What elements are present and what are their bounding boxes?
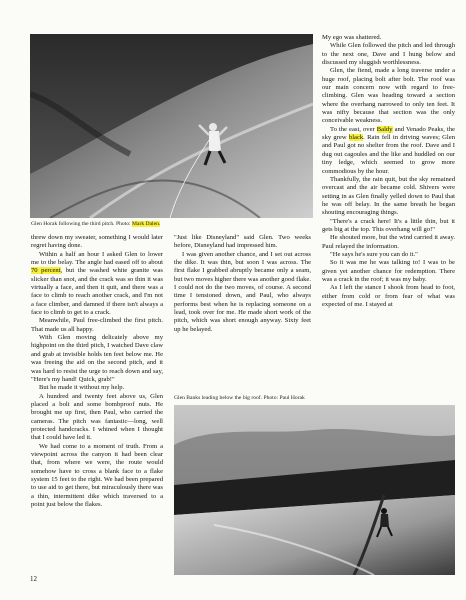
photo-caption-2: Glen Banks leading below the big roof. Photo: Paul Horak — [174, 395, 305, 401]
paragraph: While Glen followed the pitch and led through to the next one, Dave and I hung below and discussed my sluggish worthlessness. — [322, 42, 455, 67]
column-middle — [174, 234, 311, 334]
paragraph: A hundred and twenty feet above us, Glen placed a bolt and some bombproof nuts. He brought me up first, then Paul, who carried the cameras. The pitch was fantastic—long, well protected handcracks. I whined when I thought that I could have led it. — [31, 392, 163, 442]
paragraph: To the east, over Baldy and Venado Peaks, the sky grew black. Rain fell in driving waves; Glen and Paul got no shelter from the roof. Dave and I dug out cagoules and the like and huddled on our tiny ledge, which seemed to grow more commodious by the hour. — [322, 125, 455, 175]
paragraph: "He says he's sure you can do it." — [330, 250, 418, 258]
paragraph: We had come to a moment of truth. From a viewpoint across the canyon it had been clear that, from where we were, the route would somehow have to cross a blank face to a flake system 15 feet to the right. We had been prepared to use aid to get there, but miraculously there was a thin, intermittent dike which traversed to a point just below the flakes. — [31, 442, 163, 508]
paragraph: "Just like Disneyland" said Glen. Two weeks before, Disneyland had impressed him. — [174, 234, 311, 250]
paragraph: I was given another chance, and I set out across the dike. It was thin, but soon I was across. The first flake I grabbed abruptly became only a seam, but two moves higher there was another good flake. I could not do the two moves, of course. A second time I tensioned down, and Paul, who always performs best when he is replacing someone on a lead, took over for me. He made short work of the pitch, which was short enough anyway. Sixty feet up he belayed. — [174, 250, 311, 333]
page-number: 12 — [30, 575, 37, 583]
paragraph: As I left the stance I shook from head to foot, either from cold or from fear of what was expected of me. I stayed at — [322, 284, 455, 308]
column-left — [31, 234, 163, 509]
caption-1-text: Glen Horak following the third pitch. Photo: — [31, 221, 132, 227]
photo-caption-1 — [31, 221, 311, 228]
highlight-text: 70 percent — [31, 267, 61, 275]
paragraph: So it was me he was talking to! I was to be given yet another chance for redemption. There was a crack in the roof; it was my baby. — [322, 259, 455, 283]
photo-leading-big-roof — [174, 405, 455, 575]
highlight-text: Baldy — [376, 125, 393, 133]
paragraph: Glen, the fiend, made a long traverse under a huge roof, placing bolt after bolt. The roof was our main concern now with regard to free-climbing. Glen was heading toward a section where the overhang narrowed to only ten feet. It was nifty because that section was the only conceivable weakness. — [322, 67, 455, 125]
paragraph: threw down my sweater, something I would later regret having done. — [31, 234, 163, 250]
highlight-text: black — [348, 134, 364, 142]
caption-1-credit: Mark Dalen. — [132, 221, 161, 227]
paragraph: With Glen moving delicately above my highpoint on the third pitch, I watched Dave claw and grab at invisible holds ten feet below me. He was freeing the aid on the second pitch, and it was hard to resist the urge to reach down and say, "Here's my hand! Quick, grab!" — [31, 334, 163, 383]
paragraph: He shouted more, but the wind carried it away. Paul relayed the information. — [322, 234, 455, 250]
column-right — [322, 34, 455, 309]
paragraph: Within a half an hour I asked Glen to lower me to the belay. The angle had eased off to about 70 percent, but the washed white granite was slicker than snot, and the crack was so thin it was virtually a face, and then it quit, and there was a face to climb to reach another crack, and I'm not a face climber, and damned if there isn't always a face to climb to get to a crack. — [31, 250, 163, 317]
paragraph: Meanwhile, Paul free-climbed the first pitch. That made us all happy. — [31, 317, 163, 333]
paragraph: But he made it without my help. — [39, 384, 125, 392]
paragraph: My ego was shattered. — [322, 34, 382, 41]
paragraph: Thankfully, the rain quit, but the sky remained overcast and the air became cold. Shivers were setting in as Glen finally yelled down to Paul that he was off belay. In the same breath he began shouting encouraging things. — [322, 175, 455, 217]
photo-climber-third-pitch — [30, 34, 313, 218]
paragraph: "There's a crack here! It's a little thin, but it gets big at the top. This overhang will go!" — [322, 217, 455, 233]
